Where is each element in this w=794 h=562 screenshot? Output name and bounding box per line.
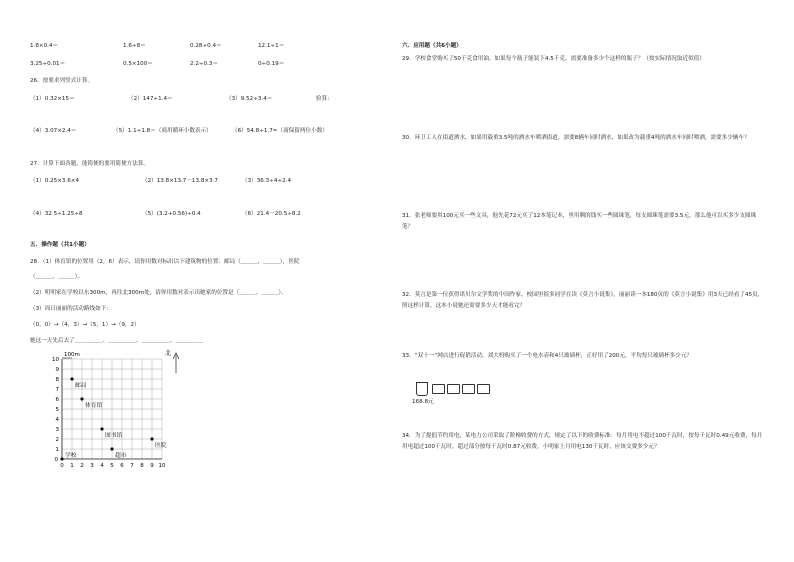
kettle-and-cups-illustration (416, 382, 490, 396)
q26-item: （4）3.07×2.4＝ (30, 128, 77, 134)
oral-item: 2.2÷0.3＝ (190, 61, 219, 67)
q28-part1: 28．（1）体育馆的位置用（2，6）表示，请你用数对标出以下建筑物的位置：邮局（＿＿＿，＿＿＿），医院 (30, 259, 300, 265)
x-tick-label: 9 (150, 463, 154, 469)
q28-route: （0，0）→（4，3）→（5，1）→（9，2） (30, 322, 140, 328)
x-tick-label: 6 (120, 463, 124, 469)
place-label: 邮局 (75, 383, 87, 389)
place-label: 超市 (115, 453, 127, 459)
question-29: 29．学校食堂购买了50千克食用油，如果每个瓶子能装下4.5千克，需要准备多少个这样的瓶子？（按实际情况取近似值） (402, 56, 705, 62)
y-tick-label: 4 (55, 417, 59, 423)
oral-item: 0.28÷0.4＝ (190, 43, 222, 49)
q27-item: （2）13.8×13.7－13.8×3.7 (142, 178, 218, 184)
north-label: 北 (164, 350, 171, 357)
place-dot (80, 397, 83, 400)
x-tick-label: 5 (110, 463, 114, 469)
place-dot (100, 427, 103, 430)
q28-route-answer: 她这一天先后去了＿＿＿＿＿、＿＿＿＿＿、＿＿＿＿＿、＿＿＿＿＿ (30, 338, 204, 344)
cup-icon (477, 384, 490, 394)
kettle-price: 168.8元 (412, 399, 434, 405)
y-tick-label: 8 (55, 377, 59, 383)
q26-item: （3）9.52÷3.4＝ (226, 96, 273, 102)
x-tick-label: 0 (60, 463, 64, 469)
q26-item: （2）147÷1.4＝ (128, 96, 173, 102)
scale-label: 100m (64, 352, 80, 358)
x-tick-label: 4 (100, 463, 104, 469)
question-26: 26．按要求列竖式计算。 (30, 78, 94, 84)
cup-icon (462, 384, 475, 394)
question-31: 31．张老师要用100元买一些文具，他先花72元买了12本笔记本，里用剩的钱买一些圆珠笔，每支圆珠笔需要3.5元，那么他可以买多少支圆珠笔？ (402, 213, 757, 230)
q26-item: （6）54.8÷1.7≈（商保留两位小数） (232, 128, 328, 134)
y-tick-label: 2 (55, 437, 59, 443)
question-34: 34．为了提倡节约用电，某电力公司采取了阶梯收费的方式，规定了以下的收费标准：每月用电不超过100千瓦时，按每千瓦时0.49元收费，每月用电超过100千瓦时，超过部分按每千瓦时0.87元收费，小明家上月用电130千瓦时，应该交费多少元？ (402, 433, 763, 450)
q26-item: （1）0.32×15＝ (30, 96, 75, 102)
y-tick-label: 6 (55, 397, 59, 403)
x-tick-label: 8 (140, 463, 144, 469)
place-dot (110, 447, 113, 450)
question-27: 27．计算下面各题，能简便的要用简便方法算。 (30, 161, 149, 167)
x-tick-label: 1 (70, 463, 74, 469)
oral-item: 0.5×100＝ (123, 61, 153, 67)
coordinate-grid-map (40, 347, 200, 472)
place-dot (70, 377, 73, 380)
question-32: 32．莫言是第一位获得诺贝尔文学奖的中国作家。校园里很多同学在读《莫言小说集》，丽丽读一本180页的《莫言小说集》用3天已经看了45页，照这样计算，这本小说她还需要多少天才能看完？ (402, 292, 764, 309)
oral-item: 1.6÷8＝ (123, 43, 146, 49)
q28-part3: （3）周日丽丽的活动路线如下： (30, 306, 112, 312)
x-tick-label: 2 (80, 463, 84, 469)
q27-item: （5）(3.2+0.56)÷0.4 (142, 211, 201, 217)
question-30: 30．环卫工人在街道洒水，如果用载重3.5吨的洒水车喷洒街道，需要8辆车同时洒水，如果改为载重4吨的洒水车同时喷洒，需要多少辆车？ (402, 135, 750, 141)
q26-item: （5）1.1÷1.8＝（商用循环小数表示） (113, 128, 212, 134)
oral-item: 1.8×0.4＝ (30, 43, 59, 49)
place-label: 图书馆 (105, 433, 123, 439)
x-tick-label: 3 (90, 463, 94, 469)
x-tick-label: 7 (130, 463, 134, 469)
place-dot (60, 457, 63, 460)
cup-icon (447, 384, 460, 394)
x-tick-label: 10 (158, 463, 166, 469)
place-label: 学校 (65, 453, 77, 459)
q27-item: （1）0.25×3.6×4 (30, 178, 80, 184)
place-dot (150, 437, 153, 440)
question-33: 33．“双十一”网店进行促销活动，刘大妈购买了一个电水壶和4只玻璃杯，正好用了200元，平均每只玻璃杯多少元？ (402, 353, 693, 359)
oral-item: 3.25÷0.01＝ (30, 61, 66, 67)
place-label: 医院 (155, 443, 167, 449)
y-tick-label: 3 (55, 427, 59, 433)
q27-item: （6）21.4－20.5÷8.2 (242, 211, 301, 217)
place-label: 体育馆 (85, 403, 103, 409)
oral-item: 12.1÷1＝ (258, 43, 285, 49)
y-tick-label: 9 (55, 367, 59, 373)
kettle-icon (416, 382, 428, 396)
q27-item: （4）32.5÷1.25÷8 (30, 211, 83, 217)
oral-item: 0÷0.19＝ (258, 61, 285, 67)
q28-part1-cont: （＿＿＿，＿＿＿）。 (30, 274, 84, 280)
section-6-heading: 六．应用题（共6小题） (402, 43, 462, 49)
q28-part2: （2）明明家在学校以东300m，再往北300m处，请你用数对表示出她家的位置是（＿＿＿，＿＿＿）。 (30, 290, 287, 296)
y-tick-label: 10 (52, 357, 59, 363)
y-tick-label: 7 (55, 387, 59, 393)
q27-item: （3）36.3÷4÷2.4 (242, 178, 292, 184)
origin-label: 0 (54, 457, 58, 463)
y-tick-label: 5 (55, 407, 59, 413)
cup-icon (432, 384, 445, 394)
y-tick-label: 1 (55, 447, 59, 453)
q26-item: 验算： (316, 96, 333, 102)
section-5-heading: 五．操作题（共1小题） (30, 242, 90, 248)
